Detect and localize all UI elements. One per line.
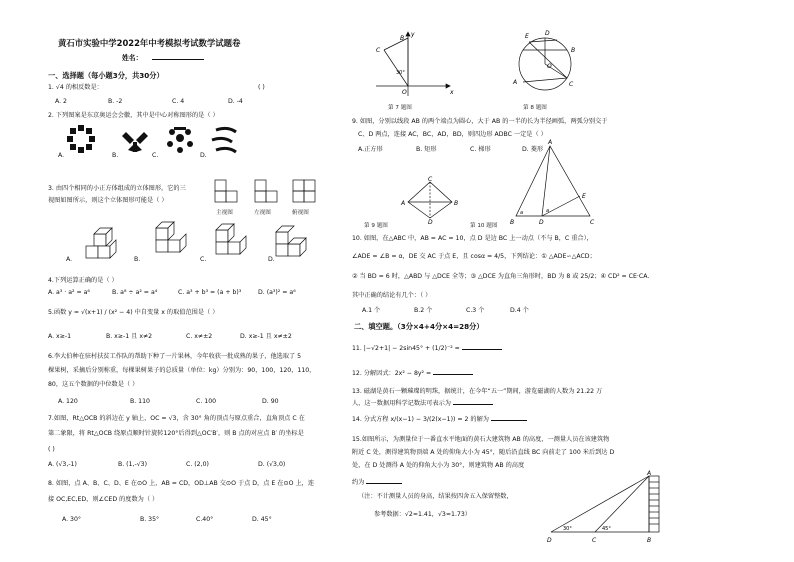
q9-line1: 9. 如图，分别以线段 AB 的两个端点为圆心，大于 AB 的一半的长为半径画弧，两弧分别交于	[352, 118, 608, 125]
fig10-label-c: C	[590, 219, 595, 226]
q2-logo-d	[212, 128, 236, 152]
fig10-figure	[506, 138, 596, 226]
fig8-label-a: A	[513, 79, 518, 86]
q10-line1: 10. 如图，在△ABC 中，AB = AC = 10，点 D 是边 BC 上一动点（不与 B，C 重合），	[352, 235, 593, 242]
q4-option-b: B. a⁸ ÷ a² = a⁴	[112, 289, 158, 296]
q8-line2: 接 OC,EC,ED，则∠CED 的度数为（ ）	[48, 496, 159, 503]
q15-reference-data: 参考数据：√2≈1.41，√3≈1.73）	[374, 511, 471, 518]
q5-option-d: D. x≥-1 且 x≠±2	[240, 333, 292, 340]
q1-stem: 1. √4 的相反数是：	[48, 84, 103, 91]
q7-line3: ( )	[48, 446, 55, 453]
q3-option-c: C.	[200, 256, 207, 263]
fig10-label-angle-1: a	[520, 210, 524, 216]
fig7-label-y: y	[411, 31, 415, 38]
q10-option-a: A.1 个	[362, 307, 381, 314]
q2-option-d: D.	[200, 152, 207, 159]
name-blank[interactable]	[152, 59, 204, 60]
q13-line1: 13. 磁湖是黄石一颗璀璨的明珠，据统计，在今年“五一”期间，游览磁湖的人数为 21.22 万	[352, 388, 603, 395]
q4-option-d: D. (a³)² = a⁶	[258, 289, 296, 296]
q12-stem: 12. 分解因式：2x² − 8y² =	[352, 370, 432, 377]
fig9-label-a: A	[401, 200, 406, 207]
fig8-label-b: B	[571, 47, 576, 54]
q14-answer-blank[interactable]	[491, 420, 527, 421]
q7-option-c: C. (2,0)	[186, 461, 209, 468]
fig15-label-d: D	[547, 537, 552, 544]
fig9-caption: 第 9 题图	[364, 223, 388, 229]
q6-option-b: B. 110	[130, 398, 150, 405]
q15-line3: 处，在 D 处测得 A 处的仰角大小为 30°，则建筑物 AB 的高度	[352, 462, 525, 469]
q11-stem: 11. |−√2+1| − 2sin45° + (1/2)⁻² =	[352, 345, 460, 352]
fig7-label-x: x	[450, 89, 454, 96]
q9-option-b: B. 矩形	[416, 146, 437, 153]
fig9-label-b: B	[454, 200, 459, 207]
q15-line4: 约为	[352, 479, 365, 486]
q6-line1: 6.李大伯种在驻村扶贫工作队的帮助下种了一片果林，今年收获一批成熟的果子，他选取了 5	[48, 353, 302, 360]
q3-line1: 3. 由四个相同的小正方体组成的立体图形，它的三	[48, 185, 186, 192]
q11-row	[352, 345, 502, 352]
q9-option-d: D. 菱形	[522, 146, 544, 153]
fig8-label-c: C	[569, 81, 574, 88]
fig7-figure	[368, 28, 458, 100]
fig15-label-angle-30: 30°	[563, 526, 572, 532]
q6-option-d: D. 90	[262, 398, 279, 405]
fig10-label-a: A	[548, 139, 553, 146]
q3-view-front-label: 主视图	[216, 210, 233, 216]
q7-line2: 第二象限，将 Rt△OCB 绕原点顺时针旋转120°后得到△OC′B′，则 B 点的对应点 B′ 的坐标是	[48, 430, 304, 437]
q1-paren: ( )	[258, 84, 265, 91]
fig10-caption: 第 10 题图	[470, 223, 498, 229]
q13-line2: 人，这一数据用科学记数法可表示为	[352, 400, 451, 407]
q15-answer-blank[interactable]	[366, 483, 402, 484]
q13-answer-blank[interactable]	[453, 404, 493, 405]
q13-row	[352, 400, 493, 407]
q2-logos-figure	[64, 124, 264, 162]
section-fill-heading: 二、填空题。（3分×4+4分×4=28分）	[354, 322, 484, 331]
q1-option-a: A. 2	[55, 98, 67, 105]
q2-logo-b	[122, 132, 148, 152]
q15-line2: 附近 C 处，测得建筑物顶端 A 处的仰角大小为 45°，随后沿直线 BC 向前走了 100 米后到达 D	[352, 449, 615, 456]
q15-line1: 15.如图所示，为测量位于一番直水平地面的黄石大建筑物 AB 的高度，一测量人员在该建筑物	[352, 436, 610, 443]
q12-answer-blank[interactable]	[433, 374, 473, 375]
q5-stem: 5.函数 y = √(x+1) / (x² − 4) 中自变量 x 的取值范围是（ ）	[48, 309, 219, 316]
name-label: 姓名：	[122, 54, 143, 62]
q3-option-a: A.	[66, 256, 73, 263]
fig7-label-b: B	[400, 35, 405, 42]
q2-option-b: B.	[112, 152, 119, 159]
q2-stem: 2. 下列图案是东京奥运会会徽，其中是中心对称图形的是（ ）	[48, 112, 219, 119]
fig15-label-c: C	[592, 537, 597, 544]
q10-line2: ∠ADE = ∠B = α，DE 交 AC 于点 E，且 cosα = 4/5，下列结论：① △ADE∽△ACD；	[352, 253, 596, 260]
q7-option-d: D. (√3,0)	[258, 461, 286, 468]
fig15-figure	[543, 470, 675, 548]
fig8-figure	[505, 28, 585, 100]
q6-option-c: C. 100	[196, 398, 217, 405]
fig8-caption: 第 8 题图	[523, 105, 547, 111]
q10-line3: ② 当 BD = 6 时，△ABD 与 △DCE 全等；③ △DCE 为直角三角形时，BD 为 8 或 25/2；④ CD² = CE·CA.	[352, 273, 650, 280]
q4-option-c: C. a³ + b³ = (a + b)³	[178, 289, 242, 296]
q1-option-c: C. 4	[172, 98, 185, 105]
fig8-label-o: O	[547, 63, 552, 70]
q14-stem: 14. 分式方程 x/(x−1) − 3/(2(x−1)) = 2 的解为	[352, 416, 489, 423]
q10-option-b: B.2 个	[414, 307, 433, 314]
q8-option-d: D. 45°	[252, 516, 272, 523]
fig7-label-angle: 30°	[396, 70, 405, 76]
q8-line1: 8. 如图，点 A、B、C、D、E 在⊙O 上，AB = CD，OD⊥AB 交⊙O 于点 D，点 E 在⊙O 上，连	[48, 480, 315, 487]
q3-option-d: D.	[268, 256, 275, 263]
fig8-label-d: D	[545, 30, 550, 37]
fig7-caption: 第 7 题图	[388, 105, 412, 111]
q2-option-a: A.	[58, 152, 65, 159]
q4-option-a: A. a³ · a² = a⁶	[48, 289, 90, 296]
q9-option-a: A.正方形	[358, 146, 383, 153]
q15-row	[352, 479, 402, 486]
fig10-label-d: D	[539, 219, 544, 226]
q3-line2: 视图如图所示，则这个立体图形可能是（ ）	[48, 197, 168, 204]
q8-option-b: B. 35°	[140, 516, 160, 523]
q3-three-views-figure	[213, 178, 323, 208]
q4-stem: 4.下列运算正确的是（ ）	[48, 277, 118, 284]
q3-view-top-label: 俯视图	[292, 210, 309, 216]
q15-note: （注：不计测量人员的身高，结果按四舍五入保留整数，	[358, 493, 513, 500]
fig9-label-d: D	[428, 219, 433, 224]
fig9-label-c: C	[428, 176, 433, 183]
page-title: 黄石市实验中学2022年中考模拟考试数学试题卷	[58, 38, 241, 48]
q5-option-a: A. x≥-1	[48, 333, 72, 340]
q8-option-c: C.40°	[196, 516, 214, 523]
fig7-label-o: O	[402, 89, 407, 96]
q8-option-a: A. 30°	[62, 516, 82, 523]
q1-option-b: B. -2	[108, 98, 123, 105]
q6-line3: 80，这五个数据的中位数是（ ）	[48, 381, 139, 388]
q10-option-c: C.3 个	[466, 307, 485, 314]
q11-answer-blank[interactable]	[462, 349, 502, 350]
q1-option-d: D. -4	[228, 98, 243, 105]
q9-option-c: C. 梯形	[470, 146, 491, 153]
q6-option-a: A. 120	[58, 398, 78, 405]
q10-option-d: D.4 个	[510, 307, 529, 314]
q7-line1: 7.如图，Rt△OCB 的斜边在 y 轴上，OC = √3，含 30° 角的顶点与原点重合，直角顶点 C 在	[48, 415, 305, 422]
q9-line2: C、D 两点，连接 AC，BC，AD，BD，则四边形 ADBC 一定是（ ）	[358, 131, 547, 138]
fig15-label-a: A	[647, 470, 652, 477]
q2-option-c: C.	[152, 152, 159, 159]
fig10-label-angle-2: a	[546, 208, 550, 214]
q14-row	[352, 416, 527, 423]
q5-option-c: C. x≠±2	[186, 333, 213, 340]
fig10-label-e: E	[582, 193, 586, 200]
q2-logo-c	[167, 127, 193, 153]
fig8-label-e: E	[525, 33, 529, 40]
fig10-label-b: B	[510, 219, 515, 226]
q5-option-b: B. x≥-1 且 x≠2	[106, 333, 153, 340]
q3-view-left-label: 左视图	[254, 210, 271, 216]
fig9-figure	[400, 174, 466, 224]
section-choice-heading: 一、选择题（每小题3分，共30分）	[48, 71, 164, 80]
q12-row	[352, 370, 473, 377]
q10-line4: 其中正确的结论有几个：（ ）	[352, 292, 432, 299]
q7-option-b: B. (1,-√3)	[118, 461, 148, 468]
q6-line2: 棵果树，采摘后分别称重，每棵果树果子的总质量（单位：kg）分别为：90，100，120，110，	[48, 367, 316, 374]
fig15-label-b: B	[647, 537, 652, 544]
q2-logo-a	[67, 125, 95, 153]
name-field	[122, 55, 204, 62]
fig15-label-angle-45: 45°	[602, 526, 611, 532]
q7-option-a: A. (√3,-1)	[48, 461, 77, 468]
q3-option-b: B.	[134, 256, 141, 263]
fig7-label-c: C	[376, 47, 381, 54]
